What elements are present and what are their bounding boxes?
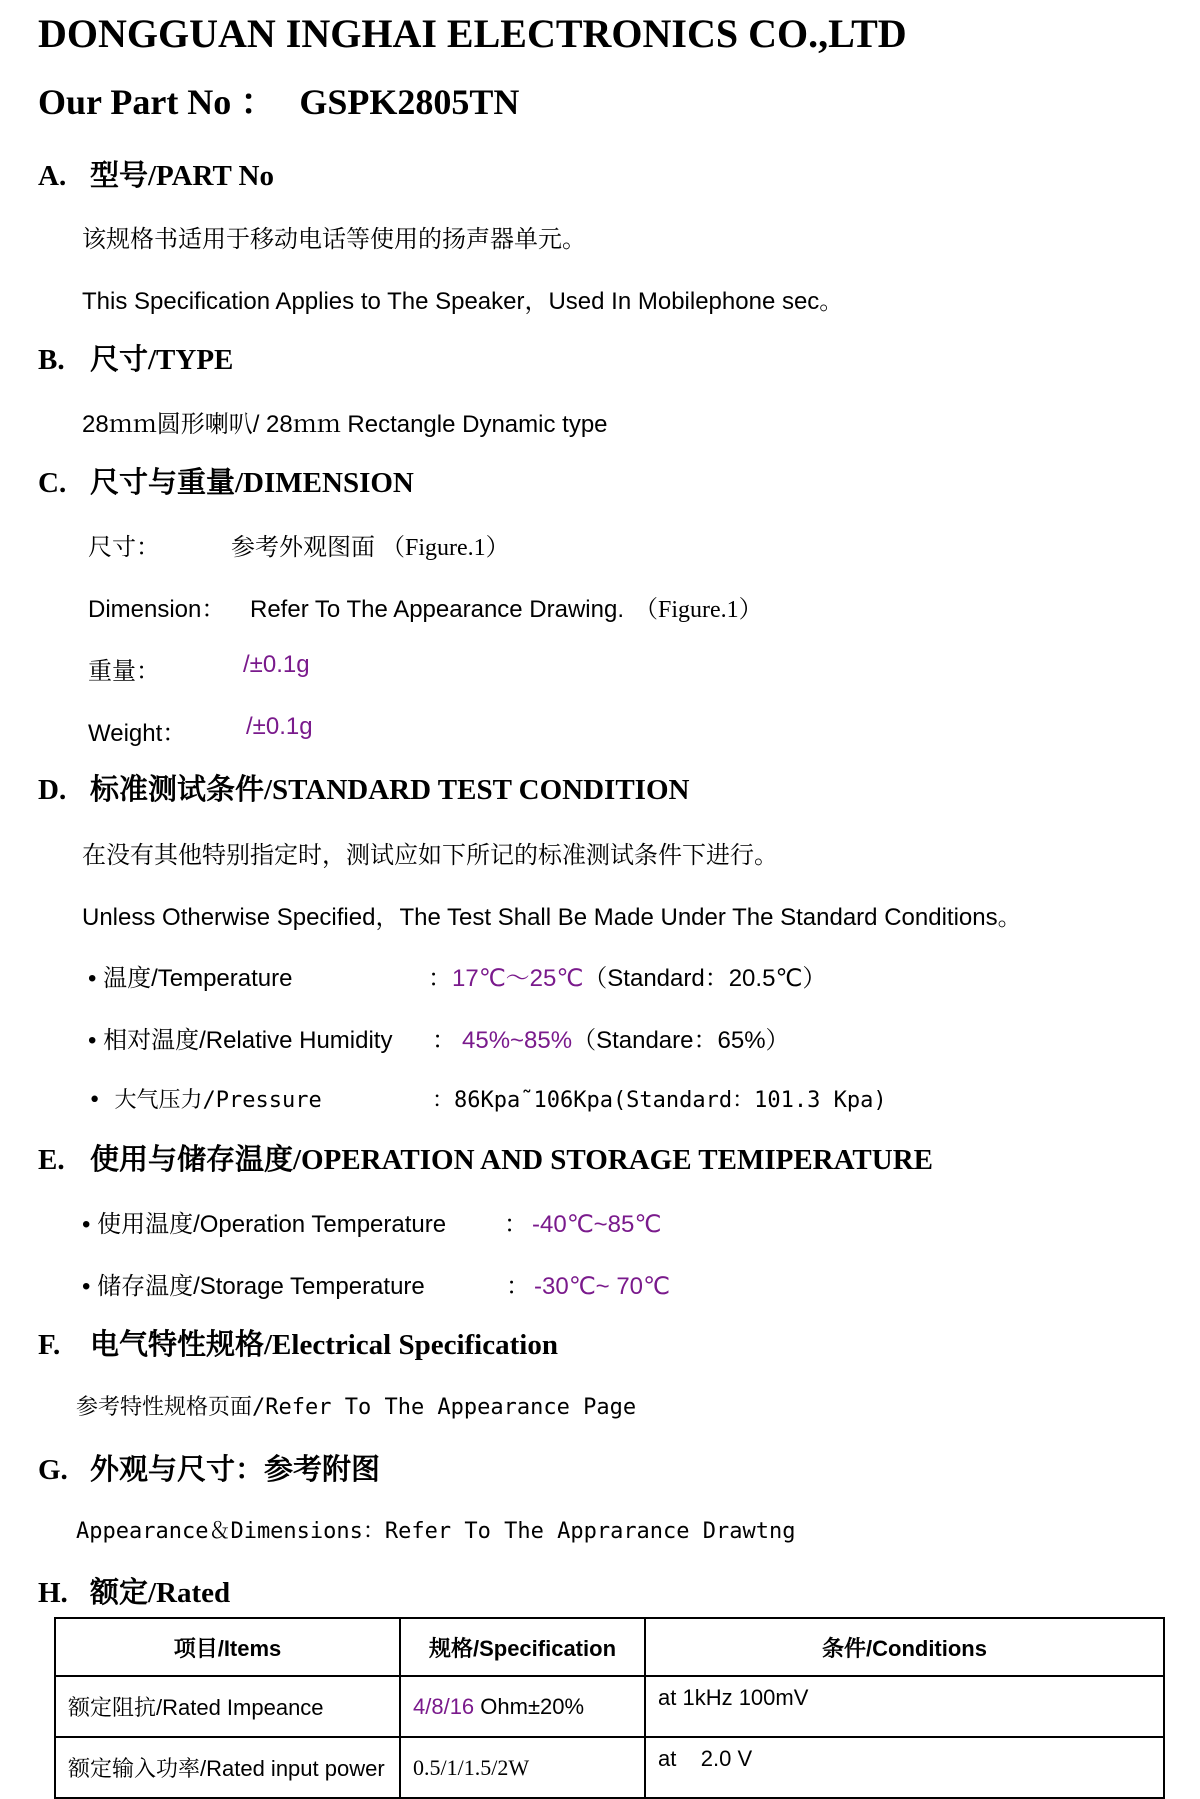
weight-en-label: Weight：: [88, 720, 187, 747]
table-row: [55, 1737, 1164, 1798]
section-e-heading: [38, 1137, 933, 1178]
weight-en-value: /±0.1g: [246, 713, 313, 740]
dimension-en-label: Dimension：: [88, 596, 226, 623]
part-number-line: [38, 74, 519, 125]
section-a-heading: [38, 153, 274, 194]
dimension-cn-value: 参考外观图面 （Figure.1）: [231, 535, 510, 561]
section-a-cn-text: 该规格书适用于移动电话等使用的扬声器单元。: [82, 227, 586, 253]
temperature-label: • 温度/Temperature: [88, 965, 293, 992]
operation-temp-value: -40℃~85℃: [532, 1211, 662, 1238]
section-a-title: 型号/PART No: [90, 160, 274, 192]
section-g-title: 外观与尺寸：参考附图: [90, 1454, 381, 1486]
company-name: DONGGUAN INGHAI ELECTRONICS CO.,LTD: [38, 11, 907, 56]
rated-power-item: 额定输入功率/Rated input power: [55, 1737, 400, 1798]
dimension-en-value: Refer To The Appearance Drawing.: [250, 596, 625, 623]
section-f-heading: [38, 1322, 558, 1363]
section-c-letter: C.: [38, 467, 67, 499]
rated-impedance-condition: at 1kHz 100mV: [645, 1676, 1164, 1737]
storage-temp-line: [506, 1266, 670, 1301]
section-e-letter: E.: [38, 1144, 65, 1176]
dimension-en-line: [250, 589, 763, 624]
part-number-value: GSPK2805TN: [299, 82, 520, 122]
section-g-text: Appearance＆Dimensions：Refer To The Apprarance Drawtng: [76, 1519, 796, 1544]
dimension-en-figure: （Figure.1）: [634, 597, 763, 623]
humidity-value-line: [432, 1020, 790, 1055]
rated-impedance-values: 4/8/16: [413, 1693, 475, 1719]
section-h-heading: [38, 1570, 230, 1611]
rated-power-condition: at 2.0 V: [645, 1737, 1164, 1798]
section-d-en-text: Unless Otherwise Specified，The Test Shall Be Made Under The Standard Conditions。: [82, 904, 1022, 931]
part-number-label: Our Part No ：: [38, 82, 277, 122]
rated-power-spec: [400, 1737, 645, 1798]
temperature-standard: （Standard：20.5℃）: [583, 965, 827, 992]
pressure-label: • 大气压力/Pressure: [88, 1088, 322, 1113]
rated-header-items: 项目/Items: [55, 1618, 400, 1676]
rated-table: [54, 1617, 1165, 1799]
section-g-letter: G.: [38, 1454, 68, 1486]
humidity-label: • 相对温度/Relative Humidity: [88, 1027, 393, 1054]
section-f-title: 电气特性规格/Electrical Specification: [90, 1329, 558, 1361]
humidity-range: 45%~85%: [462, 1027, 573, 1054]
section-h-title: 额定/Rated: [90, 1577, 231, 1609]
section-h-letter: H.: [38, 1577, 68, 1609]
rated-table-header-row: [55, 1618, 1164, 1676]
table-row: [55, 1676, 1164, 1737]
storage-temp-label: • 储存温度/Storage Temperature: [82, 1273, 425, 1300]
storage-temp-separator: ：: [506, 1273, 530, 1300]
weight-cn-value: /±0.1g: [243, 651, 310, 678]
pressure-value: ：86Kpa˜106Kpa(Standard：101.3 Kpa): [432, 1088, 887, 1113]
rated-impedance-spec: [400, 1676, 645, 1737]
operation-temp-label: • 使用温度/Operation Temperature: [82, 1211, 447, 1238]
section-d-heading: [38, 767, 689, 808]
section-a-letter: A.: [38, 160, 67, 192]
section-b-title: 尺寸/TYPE: [90, 344, 234, 376]
rated-power-values: 0.5/1/1.5/2W: [413, 1754, 530, 1780]
section-a-en-text: This Specification Applies to The Speaker，Used In Mobilephone sec。: [82, 288, 844, 315]
section-b-heading: [38, 337, 233, 378]
temperature-range: 17℃～25℃: [452, 965, 584, 992]
rated-impedance-item: 额定阻抗/Rated Impeance: [55, 1676, 400, 1737]
section-c-heading: [38, 460, 414, 501]
dimension-cn-label: 尺寸：: [88, 535, 160, 561]
section-b-letter: B.: [38, 344, 65, 376]
section-g-heading: [38, 1447, 380, 1488]
temperature-value-line: [428, 958, 826, 993]
rated-header-conditions: 条件/Conditions: [645, 1618, 1164, 1676]
section-e-title: 使用与储存温度/OPERATION AND STORAGE TEMIPERATURE: [90, 1144, 933, 1176]
operation-temp-separator: ：: [504, 1211, 528, 1238]
section-f-letter: F.: [38, 1329, 61, 1361]
weight-cn-label: 重量：: [88, 659, 160, 685]
section-b-type-text: 28ｍｍ圆形喇叭/ 28ｍｍ Rectangle Dynamic type: [82, 411, 608, 438]
humidity-standard: （Standare：65%）: [572, 1027, 790, 1054]
rated-header-specification: 规格/Specification: [400, 1618, 645, 1676]
section-c-title: 尺寸与重量/DIMENSION: [90, 467, 414, 499]
section-d-letter: D.: [38, 774, 67, 806]
section-f-text: 参考特性规格页面/Refer To The Appearance Page: [76, 1395, 637, 1420]
operation-temp-line: [504, 1204, 661, 1239]
humidity-separator: ：: [432, 1027, 456, 1054]
storage-temp-value: -30℃~ 70℃: [534, 1273, 670, 1300]
temperature-separator: ：: [428, 965, 452, 992]
section-d-title: 标准测试条件/STANDARD TEST CONDITION: [90, 774, 690, 806]
section-d-cn-text: 在没有其他特别指定时，测试应如下所记的标准测试条件下进行。: [82, 843, 778, 869]
rated-impedance-unit: Ohm±20%: [474, 1693, 585, 1719]
